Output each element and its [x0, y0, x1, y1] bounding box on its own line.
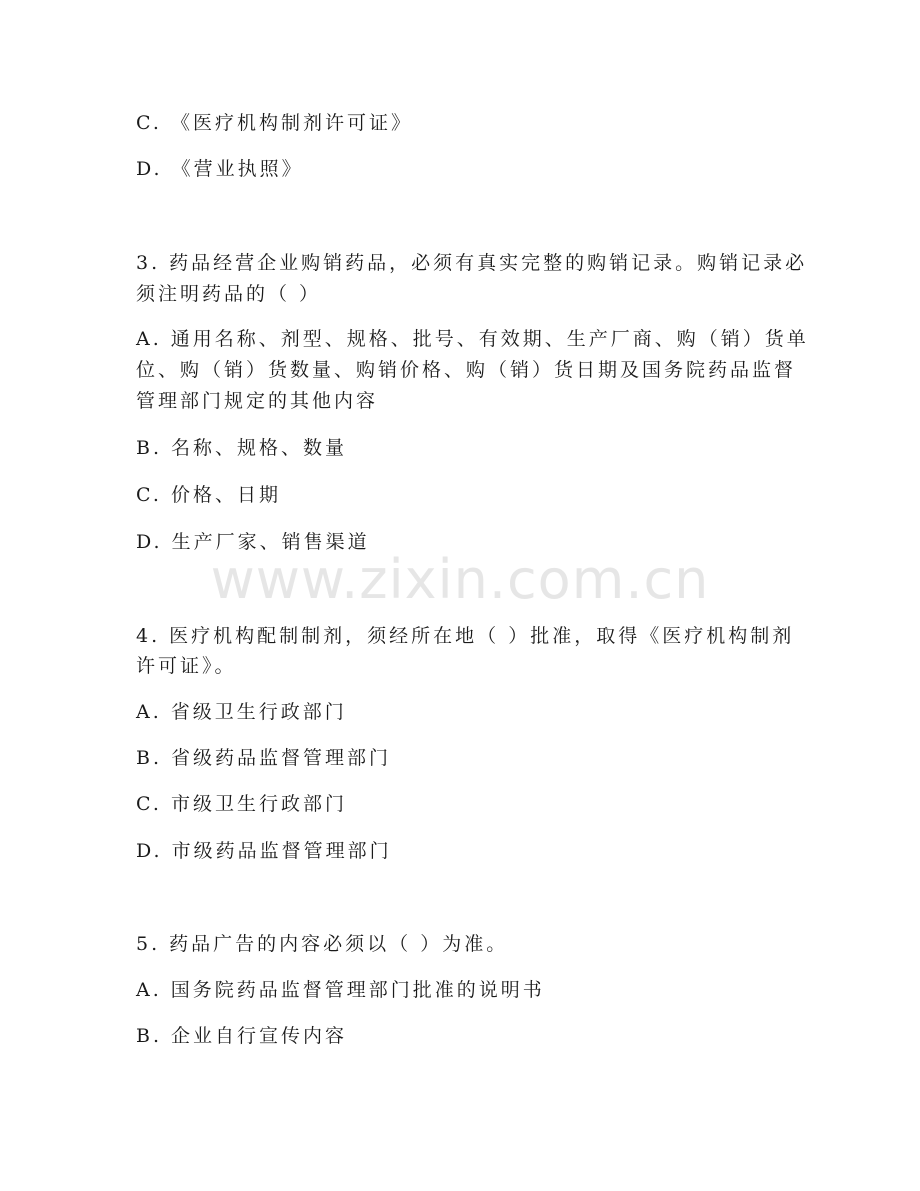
q3-option-d: D. 生产厂家、销售渠道 [136, 531, 370, 553]
q4-stem-line-1: 4. 医疗机构配制制剂，须经所在地（ ）批准，取得《医疗机构制剂 [136, 625, 795, 647]
q3-stem-line-2: 须注明药品的（ ） [136, 283, 322, 305]
q3-option-c: C. 价格、日期 [136, 484, 281, 506]
q5-option-b: B. 企业自行宣传内容 [136, 1025, 348, 1047]
q3-option-a-line-3: 管理部门规定的其他内容 [136, 390, 379, 412]
q2-option-c: C. 《医疗机构制剂许可证》 [136, 112, 413, 134]
q3-option-b: B. 名称、规格、数量 [136, 437, 348, 459]
q4-option-a: A. 省级卫生行政部门 [136, 701, 347, 723]
watermark: www.zixin.com.cn [210, 548, 710, 611]
q4-option-d: D. 市级药品监督管理部门 [136, 840, 392, 862]
q5-option-a: A. 国务院药品监督管理部门批准的说明书 [136, 979, 545, 1001]
q3-stem-line-1: 3. 药品经营企业购销药品，必须有真实完整的购销记录。购销记录必 [136, 252, 808, 274]
q3-option-a-line-1: A. 通用名称、剂型、规格、批号、有效期、生产厂商、购（销）货单 [136, 328, 809, 350]
q4-stem-line-2: 许可证》。 [136, 655, 237, 677]
q3-option-a-line-2: 位、购（销）货数量、购销价格、购（销）货日期及国务院药品监督 [136, 359, 797, 381]
q5-stem: 5. 药品广告的内容必须以（ ）为准。 [136, 933, 509, 955]
q4-option-c: C. 市级卫生行政部门 [136, 793, 347, 815]
q4-option-b: B. 省级药品监督管理部门 [136, 747, 392, 769]
q2-option-d: D. 《营业执照》 [136, 158, 304, 180]
